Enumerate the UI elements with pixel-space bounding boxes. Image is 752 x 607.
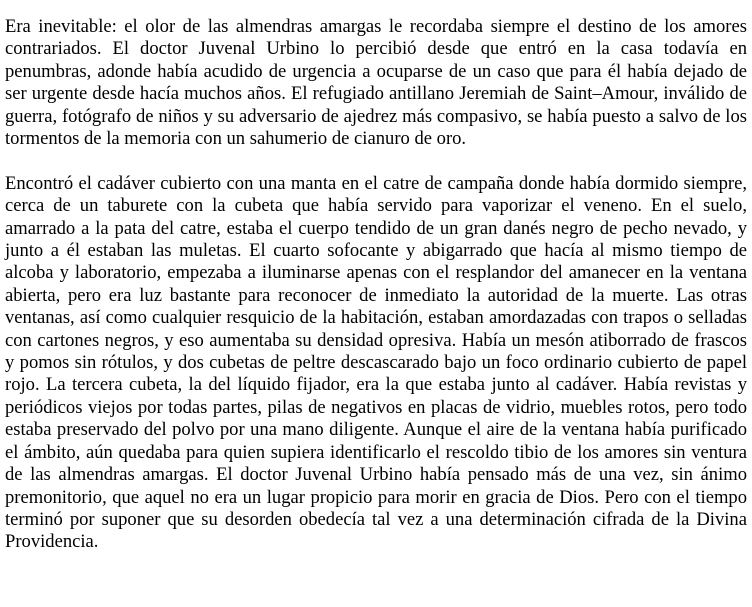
document-page: [5, 16, 747, 554]
paragraph-1: Era inevitable: el olor de las almendras amargas le recordaba siempre el destino de los amores contrariados. El doctor Juvenal Urbino lo percibió desde que entró en la casa todavía en penumbras, adonde había acudido de urgencia a ocuparse de un caso que para él había dejado de ser urgente desde hacía muchos años. El refugiado antillano Jeremiah de Saint–Amour, inválido de guerra, fotógrafo de niños y su adversario de ajedrez más compasivo, se había puesto a salvo de los tormentos de la memoria con un sahumerio de cianuro de oro.: [5, 16, 747, 150]
paragraph-2: Encontró el cadáver cubierto con una manta en el catre de campaña donde había dormido siempre, cerca de un taburete con la cubeta que había servido para vaporizar el veneno. En el suelo, amarrado a la pata del catre, estaba el cuerpo tendido de un gran danés negro de pecho nevado, y junto a él estaban las muletas. El cuarto sofocante y abigarrado que hacía al mismo tiempo de alcoba y laboratorio, empezaba a iluminarse apenas con el resplandor del amanecer en la ventana abierta, pero era luz bastante para reconocer de inmediato la autoridad de la muerte. Las otras ventanas, así como cualquier resquicio de la habitación, estaban amordazadas con trapos o selladas con cartones negros, y eso aumentaba su densidad opresiva. Había un mesón atiborrado de frascos y pomos sin rótulos, y dos cubetas de peltre descascarado bajo un foco ordinario cubierto de papel rojo. La tercera cubeta, la del líquido fijador, era la que estaba junto al cadáver. Había revistas y periódicos viejos por todas partes, pilas de negativos en placas de vidrio, muebles rotos, pero todo estaba preservado del polvo por una mano diligente. Aunque el aire de la ventana había purificado el ámbito, aún quedaba para quien supiera identificarlo el rescoldo tibio de los amores sin ventura de las almendras amargas. El doctor Juvenal Urbino había pensado más de una vez, sin ánimo premonitorio, que aquel no era un lugar propicio para morir en gracia de Dios. Pero con el tiempo terminó por suponer que su desorden obedecía tal vez a una determinación cifrada de la Divina Providencia.: [5, 172, 747, 553]
